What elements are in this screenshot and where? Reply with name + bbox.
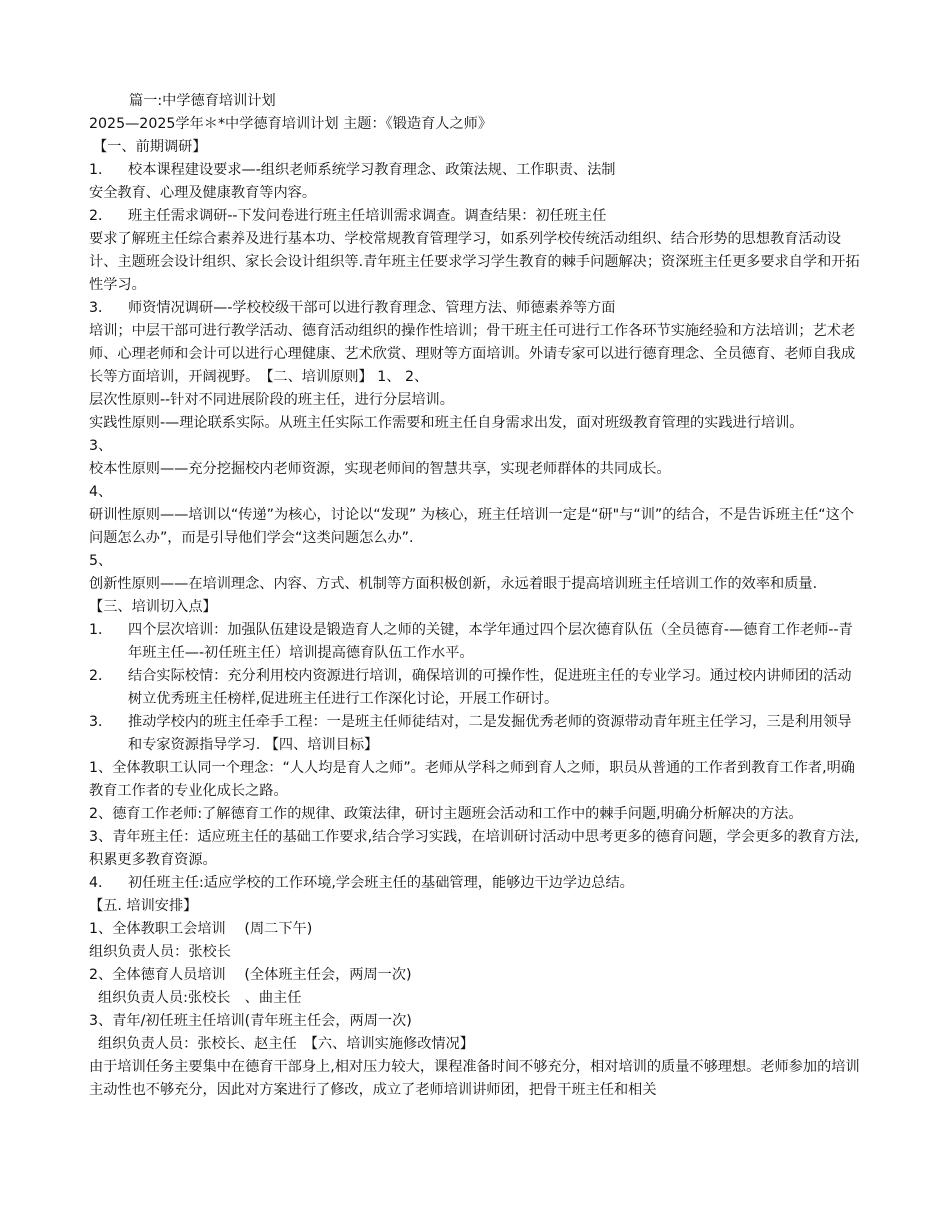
item-number: 3． xyxy=(89,300,113,316)
arrangement-2: 2、全体德育人员培训 (全体班主任会，两周一次) xyxy=(89,967,412,983)
document-title: 篇一:中学德育培训计划 xyxy=(129,93,276,109)
research-item-3-continued: 培训；中层干部可进行教学活动、德育活动组织的操作性培训；骨干班主任可进行工作各环节实施经验和方法培训；艺术老师、心理老师和会计可以进行心理健康、艺术欣赏、理财等方面培训。外请专家可以进行德育理念、全员德育、老师自我成长等方面培训，开阔视野。 【二、培训原则】 1、 2、 xyxy=(89,323,856,385)
section-heading-research: 【一、前期调研】 xyxy=(93,139,207,155)
document-subtitle: 2025—2025学年＊*中学德育培训计划 主题：《锻造育人之师》 xyxy=(89,116,493,132)
research-item-2-continued: 要求了解班主任综合素养及进行基本功、学校常规教育管理学习，如系列学校传统活动组织、结合形势的思想教育活动设计、主题班会设计组织、家长会设计组织等.青年班主任要求学习学生教育的棘手问题解决；资深班主任更多要求自学和开拓性学习。 xyxy=(89,231,860,293)
item-number: 1． xyxy=(89,622,113,638)
document-body xyxy=(89,90,864,1102)
research-item-2 xyxy=(89,205,864,228)
goal-3: 3、青年班主任：适应班主任的基础工作要求,结合学习实践，在培训研讨活动中思考更多的德育问题，学会更多的教育方法,积累更多教育资源。 xyxy=(89,829,859,868)
principle-innovation: 创新性原则——在培训理念、内容、方式、机制等方面积极创新，永远着眼于提高培训班主任培训工作的效率和质量. xyxy=(89,576,818,592)
principle-school-based: 校本性原则——充分挖掘校内老师资源，实现老师间的智慧共享，实现老师群体的共同成长。 xyxy=(89,461,671,477)
section-heading-entry-points: 【三、培训切入点】 xyxy=(89,599,217,615)
item-text: 校本课程建设要求—-组织老师系统学习教育理念、政策法规、工作职责、法制 xyxy=(128,162,616,178)
item-number: 2． xyxy=(89,208,113,224)
arrangement-1: 1、全体教职工会培训 (周二下午) xyxy=(89,921,313,937)
goal-1: 1、全体教职工认同一个理念：“人人均是育人之师”。老师从学科之师到育人之师，职员从普通的工作者到教育工作者,明确教育工作者的专业化成长之路。 xyxy=(89,760,855,799)
principle-layered: 层次性原则--针对不同进展阶段的班主任，进行分层培训。 xyxy=(89,392,454,408)
item-text: 结合实际校情：充分利用校内资源进行培训，确保培训的可操作性，促进班主任的专业学习。通过校内讲师团的活动树立优秀班主任榜样,促进班主任进行工作深化讨论，开展工作研讨。 xyxy=(128,668,852,707)
item-number: 1． xyxy=(89,162,113,178)
closing-paragraph: 由于培训任务主要集中在德育干部身上,相对压力较大，课程准备时间不够充分，相对培训的质量不够理想。老师参加的培训主动性也不够充分，因此对方案进行了修改，成立了老师培训讲师团，把骨干班主任和相关 xyxy=(89,1059,860,1098)
item-text: 初任班主任:适应学校的工作环境,学会班主任的基础管理，能够边干边学边总结。 xyxy=(128,875,634,891)
entry-point-1 xyxy=(89,619,864,665)
arrangement-2-responsible: 组织负责人员:张校长 、曲主任 xyxy=(98,990,302,1006)
arrangement-1-responsible: 组织负责人员：张校长 xyxy=(89,944,231,960)
entry-point-3 xyxy=(89,711,864,757)
principle-4-number: 4、 xyxy=(89,484,113,500)
principle-practical: 实践性原则-—理论联系实际。从班主任实际工作需要和班主任自身需求出发，面对班级教育管理的实践进行培训。 xyxy=(89,415,804,431)
goal-4 xyxy=(89,872,864,895)
item-text: 班主任需求调研--下发问卷进行班主任培训需求调查。调查结果：初任班主任 xyxy=(128,208,607,224)
item-number: 4． xyxy=(89,875,113,891)
principle-research-training: 研训性原则——培训以“传递”为核心，讨论以“发现” 为核心，班主任培训一定是“研"与“训”的结合，不是告诉班主任“这个问题怎么办”，而是引导他们学会“这类问题怎么办”. xyxy=(89,507,855,546)
entry-point-2 xyxy=(89,665,864,711)
section-heading-arrangement: 【五. 培训安排】 xyxy=(89,898,198,914)
item-text: 师资情况调研—-学校校级干部可以进行教育理念、管理方法、师德素养等方面 xyxy=(128,300,616,316)
item-text: 四个层次培训：加强队伍建设是锻造育人之师的关键，本学年通过四个层次德育队伍（全员德育-—德育工作老师--青年班主任—-初任班主任）培训提高德育队伍工作水平。 xyxy=(128,622,853,661)
research-item-1 xyxy=(89,159,864,182)
principle-3-number: 3、 xyxy=(89,438,113,454)
research-item-1-continued: 安全教育、心理及健康教育等内容。 xyxy=(89,185,317,201)
goal-2: 2、德育工作老师:了解德育工作的规律、政策法律，研讨主题班会活动和工作中的棘手问题,明确分析解决的方法。 xyxy=(89,806,803,822)
arrangement-3: 3、青年/初任班主任培训(青年班主任会，两周一次) xyxy=(89,1013,412,1029)
item-text: 推动学校内的班主任牵手工程：一是班主任师徒结对，二是发掘优秀老师的资源带动青年班主任学习，三是利用领导和专家资源指导学习. 【四、培训目标】 xyxy=(128,714,852,753)
arrangement-3-responsible: 组织负责人员：张校长、赵主任 【六、培训实施修改情况】 xyxy=(98,1036,474,1052)
item-number: 2． xyxy=(89,668,113,684)
principle-5-number: 5、 xyxy=(89,553,113,569)
research-item-3 xyxy=(89,297,864,320)
item-number: 3． xyxy=(89,714,113,730)
